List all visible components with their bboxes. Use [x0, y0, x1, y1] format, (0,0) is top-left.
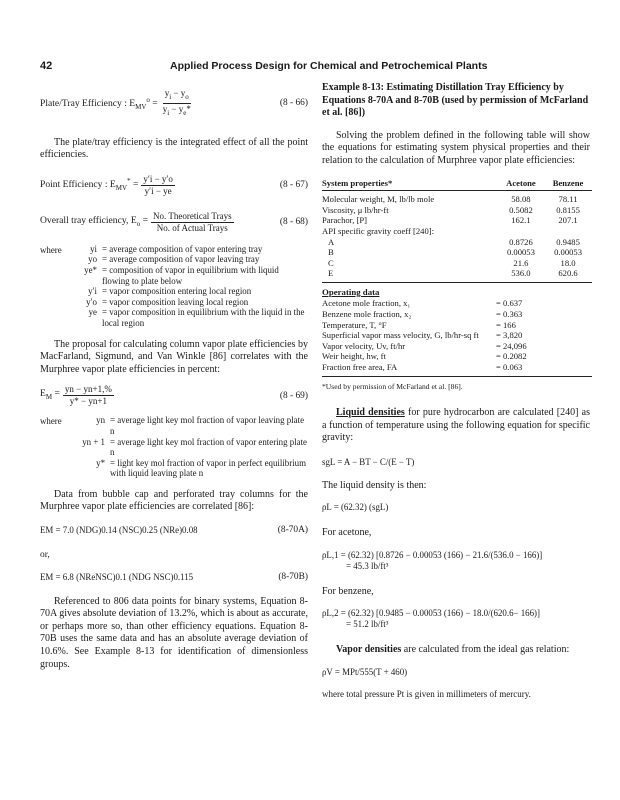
eq67-label: Point Efficiency : $E_{MV}^*$ = — [40, 177, 139, 193]
example-title: Example 8-13: Estimating Distillation Tray Efficiency by Equations 8-70A and 8-70B (used by permission of McFarland et al. [86]) — [322, 82, 589, 119]
paragraph-solving: Solving the problem defined in the following table will show the equations for estimating system physical properties and their relation to the calculation of Murphree vapor plate efficiencies: — [322, 129, 590, 166]
operating-row: Vapor velocity, Uv, ft/hr = 24,096 — [322, 340, 527, 351]
definition: = average light key mol fraction of vapor leaving plate n — [110, 415, 305, 436]
equation-8-66 — [40, 88, 308, 119]
paragraph-bubble-cap: Data from bubble cap and perforated tray columns for the Murphree vapor plate efficiencies are correlated [86]: — [40, 488, 308, 513]
symbol: y′i — [88, 286, 97, 297]
page-number: 42 — [40, 60, 53, 72]
eq67-number: (8 - 67) — [279, 180, 308, 191]
left-column — [40, 82, 308, 671]
symbol: y* — [96, 457, 105, 468]
definition: = average composition of vapor leaving tray — [102, 254, 260, 265]
where-label: where — [40, 416, 62, 427]
operating-row: Acetone mole fraction, x₁ = 0.637 — [322, 298, 523, 309]
table-row: C 21.6 18.0 — [328, 257, 576, 268]
paragraph-plate-efficiency: The plate/tray efficiency is the integrated effect of all the point efficiencies. — [40, 136, 308, 161]
definition: = vapor composition entering local region — [102, 286, 252, 297]
paragraph-total-pressure: where total pressure Pt is given in millimeters of mercury. — [322, 688, 531, 699]
where-block-2 — [40, 415, 308, 479]
symbol: ye* — [84, 264, 97, 275]
table-row: E 536.0 620.6 — [328, 268, 578, 279]
table-bottom-rule — [322, 376, 592, 377]
right-column — [322, 82, 590, 700]
table-footnote: *Used by permission of McFarland et al. [86]. — [322, 381, 463, 391]
equation-acetone-density: ρL,1 = (62.32) [0.8726 − 0.00053 (166) − 21.6/(536.0 − 166)] — [322, 549, 543, 560]
eq68-label: Overall tray efficiency, $E_o$ = — [40, 214, 148, 228]
definition: = vapor composition in equilibrium with the liquid in the local region — [102, 307, 305, 328]
eq70b-text: EM = 6.8 (NReNSC)0.1 (NDG NSC)0.115 — [40, 571, 194, 582]
where-list-1 — [70, 244, 308, 329]
table-row: A 0.8726 0.9485 — [328, 236, 580, 247]
where-list-2 — [70, 415, 308, 479]
system-properties-table — [322, 178, 592, 279]
paragraph-liquid-densities: Liquid densities for pure hydrocarbon are calculated [240] as a function of temperature using the following equation for specific gravity: — [322, 407, 590, 444]
equation-benzene-density: ρL,2 = (62.32) [0.9485 − 0.00053 (166) − 18.0/(620.6− 166)] — [322, 608, 540, 619]
paragraph-for-acetone: For acetone, — [322, 527, 372, 539]
operating-row: Fraction free area, FA = 0.063 — [322, 361, 523, 372]
paragraph-vapor-densities: Vapor densities are calculated from the ideal gas relation: — [336, 644, 570, 656]
column-header: Acetone — [498, 178, 544, 191]
table-row: Parachor, [P] 162.1 207.1 — [322, 215, 578, 226]
equation-specific-gravity: sgL = A − BT − C/(E − T) — [322, 456, 415, 467]
operating-row: Temperature, T, °F = 166 — [322, 319, 516, 330]
eq68-number: (8 - 68) — [279, 217, 308, 228]
paragraph-referenced: Referenced to 806 data points for binary systems, Equation 8-70A gives absolute deviation of 13.2%, which is about as accurate, or perhaps more so, than other efficiency equations. Equation 8-70B uses the same data and has an absolute average deviation of 10.6%. See Example 8-13 for identification of dimensionless groups. — [40, 595, 308, 670]
symbol: ye — [88, 307, 97, 318]
equation-8-70b — [40, 571, 308, 584]
column-header: Benzene — [544, 178, 592, 191]
paragraph-liquid-density-then: The liquid density is then: — [322, 479, 427, 491]
table-row: API specific gravity coeff [240]: — [322, 225, 434, 236]
equation-benzene-result: = 51.2 lb/ft³ — [346, 619, 389, 630]
symbol: yi — [90, 243, 97, 254]
eq70b-number: (8-70B) — [278, 572, 308, 583]
eq69-number: (8 - 69) — [279, 390, 308, 401]
operating-data — [322, 282, 592, 373]
table-header-row — [322, 178, 592, 191]
equation-8-67 — [40, 174, 308, 197]
table-row: Molecular weight, M, lb/lb mole 58.08 78.11 — [322, 194, 578, 205]
equation-8-70a — [40, 524, 308, 537]
definition: = composition of vapor in equilibrium with liquid flowing to plate below — [102, 264, 279, 286]
or-text: or, — [40, 549, 50, 560]
operating-data-title: Operating data — [322, 286, 380, 297]
operating-row: Weir height, hw, ft = 0.2082 — [322, 351, 527, 362]
paragraph-macfarland: The proposal for calculating column vapor plate efficiencies by MacFarland, Sigmund, and Van Winkle [86] correlates with the Murphree vapor plate efficiencies in percent: — [40, 338, 308, 375]
operating-row: Superficial vapor mass velocity, G, lb/hr-sq ft = 3,820 — [322, 330, 523, 341]
definition: = vapor composition leaving local region — [102, 296, 249, 307]
eq69-fraction: $\frac{yn - yn+1,\%}{y* - yn+1}$ — [64, 384, 112, 407]
symbol: yn + 1 — [82, 436, 105, 447]
equation-rho-l: ρL = (62.32) (sgL) — [322, 502, 389, 513]
eq69-label: $E_M$ = — [40, 388, 60, 402]
eq68-fraction: $\frac{\text{No. Theoretical Trays}}{\text{No. of Actual Trays}}$ — [153, 210, 232, 233]
definition: = average light key mol fraction of vapor entering plate n — [110, 436, 307, 458]
eq70a-number: (8-70A) — [277, 525, 308, 536]
equation-rho-v: ρV = MPt/555(T + 460) — [322, 666, 408, 677]
paragraph-for-benzene: For benzene, — [322, 585, 374, 597]
eq70a-text: EM = 7.0 (NDG)0.14 (NSC)0.25 (NRe)0.08 — [40, 524, 198, 535]
column-header: System properties* — [322, 178, 498, 191]
definition: = average composition of vapor entering tray — [102, 243, 263, 254]
where-block-1 — [40, 244, 308, 329]
eq67-fraction: $\frac{y'i - y'o}{y'i - ye}$ — [143, 173, 173, 196]
where-label: where — [40, 244, 62, 255]
equation-acetone-result: = 45.3 lb/ft³ — [346, 560, 389, 571]
running-title: Applied Process Design for Chemical and Petrochemical Plants — [170, 60, 488, 72]
operating-row: Benzene mole fraction, x₂ = 0.363 — [322, 309, 523, 319]
symbol: y′o — [86, 296, 97, 307]
table-row: Viscosity, μ lb/hr-ft 0.5082 0.8155 — [322, 204, 580, 215]
equation-8-69 — [40, 384, 308, 407]
eq66-label: Plate/Tray Efficiency : $E_{MV}^o$ = — [40, 95, 158, 111]
definition: = light key mol fraction of vapor in perfect equilibrium with liquid leaving plate n — [110, 457, 307, 479]
eq66-fraction: $\frac{y_i - y_o}{y_i - y_e*}$ — [162, 88, 191, 117]
table-row: B 0.00053 0.00053 — [328, 247, 583, 258]
symbol: yo — [88, 254, 97, 265]
eq66-number: (8 - 66) — [279, 98, 308, 109]
equation-8-68 — [40, 211, 308, 234]
symbol: yn — [96, 415, 105, 426]
